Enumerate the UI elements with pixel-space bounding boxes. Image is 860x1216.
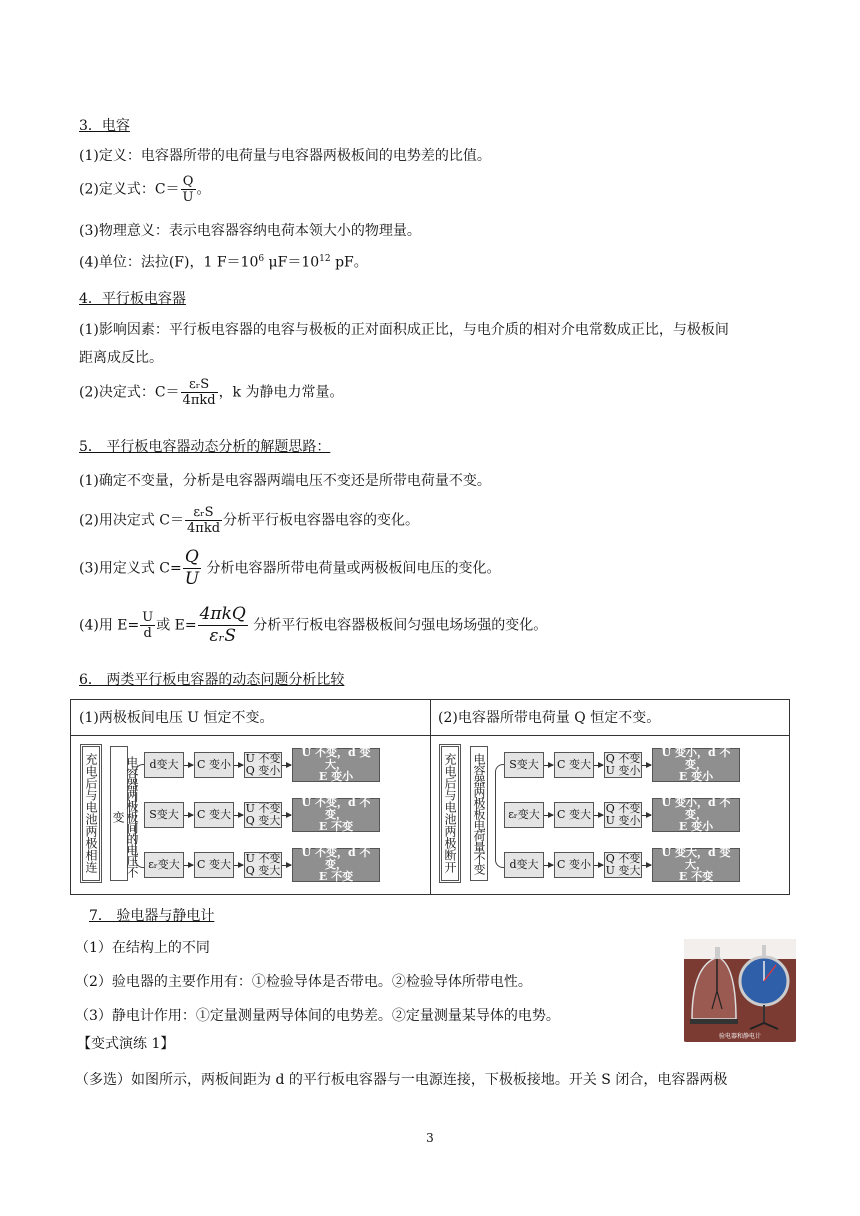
- label: 电容器两极板电荷量不变: [472, 753, 486, 874]
- quantity-box: [244, 802, 282, 828]
- text: (3)用定义式 C=: [79, 560, 182, 577]
- text: 分析平行板电容器电容的变化。: [223, 512, 420, 529]
- line: U 变小，d 不变，: [661, 796, 731, 821]
- cause-box: S变大: [144, 802, 184, 828]
- sec7-line3: （3）静电计作用：①定量测量两导体间的电势差。②定量测量某导体的电势。: [75, 1008, 560, 1024]
- sec7-line2: （2）验电器的主要作用有：①检验导体是否带电。②检验导体所带电性。: [75, 974, 532, 990]
- text: (2)用决定式 C＝: [79, 512, 184, 529]
- fraction: [181, 377, 218, 408]
- right-inner-condition: [470, 746, 488, 881]
- sec3-line2: [79, 174, 211, 205]
- cause-box: d变大: [144, 752, 184, 778]
- arrow-icon: [282, 765, 291, 766]
- line: U 不变: [245, 802, 281, 815]
- text: 分析平行板电容器极板间匀强电场场强的变化。: [248, 617, 548, 634]
- numerator: εᵣS: [185, 505, 222, 521]
- sec5-line1: (1)确定不变量，分析是电容器两端电压不变还是所带电荷量不变。: [79, 473, 491, 489]
- line: Q 变大: [245, 814, 281, 827]
- field-result-box: [292, 748, 380, 782]
- sec7-line1: （1）在结构上的不同: [75, 940, 210, 956]
- line: Q 变大: [245, 864, 281, 877]
- denominator: 4πkd: [182, 393, 216, 408]
- denominator: U: [182, 190, 194, 205]
- line: Q 不变: [605, 802, 641, 815]
- capacitance-box: C 变大: [194, 802, 234, 828]
- sec5-line4: [79, 604, 547, 647]
- label: 充电后与电池两极断开: [443, 753, 457, 873]
- right-outer-condition: [441, 746, 459, 881]
- arrow-icon: [184, 865, 193, 866]
- line: E 不变: [318, 870, 354, 883]
- denominator: d: [143, 626, 152, 641]
- capacitance-box: C 变大: [554, 802, 594, 828]
- denominator: εᵣS: [209, 626, 237, 646]
- line: U 变小，d 不变，: [661, 746, 731, 771]
- page-number: 3: [426, 1131, 434, 1145]
- cause-box: d变大: [504, 852, 544, 878]
- numerator: 4πkQ: [199, 604, 246, 624]
- line: U 不变: [245, 752, 281, 765]
- line: E 不变: [678, 870, 714, 883]
- line: E 变小: [318, 770, 354, 783]
- arrow-icon: [544, 815, 553, 816]
- line: E 变小: [678, 820, 714, 833]
- arrow-icon: [282, 865, 291, 866]
- quantity-box: [604, 752, 642, 778]
- left-outer-condition: [82, 746, 100, 881]
- sec3-line3: (3)物理意义：表示电容器容纳电荷本领大小的物理量。: [79, 223, 421, 239]
- quantity-box: [604, 852, 642, 878]
- text: 分析电容器所带电荷量或两极板间电压的变化。: [202, 560, 501, 577]
- text: (2)决定式：C＝: [79, 384, 180, 401]
- capacitance-box: C 变大: [194, 852, 234, 878]
- fraction: [198, 604, 248, 647]
- field-result-box: [292, 848, 380, 882]
- exercise-title: 【变式演练 1】: [77, 1036, 175, 1052]
- label: 充电后与电池两极相连: [84, 753, 98, 873]
- numerator: U: [142, 610, 154, 625]
- arrow-icon: [234, 815, 243, 816]
- right-brace: [495, 764, 504, 868]
- exercise-line1: （多选）如图所示，两板间距为 d 的平行板电容器与一电源连接，下极板接地。开关 S 闭合，电容器两极: [75, 1072, 728, 1088]
- fraction: [181, 174, 196, 205]
- arrow-icon: [184, 765, 193, 766]
- numerator: Q: [181, 174, 196, 190]
- cause-box: εᵣ变大: [504, 802, 544, 828]
- field-result-box: [292, 798, 380, 832]
- sec3-line4: [79, 250, 368, 272]
- line: U 不变，d 不变，: [301, 796, 371, 821]
- sec4-line1a: (1)影响因素：平行板电容器的电容与极板的正对面积成正比，与电介质的相对介电常数成正比，与极板间: [79, 322, 729, 338]
- table-header-left: (1)两极板间电压 U 恒定不变。: [71, 700, 430, 736]
- field-result-box: [652, 798, 740, 832]
- fraction: [185, 505, 222, 536]
- fraction: [140, 610, 155, 641]
- photo-caption: 验电器和静电计: [718, 1033, 762, 1040]
- capacitance-box: C 变小: [554, 852, 594, 878]
- arrow-icon: [642, 765, 651, 766]
- sec3-line1: (1)定义：电容器所带的电荷量与电容器两极板间的电势差的比值。: [79, 148, 491, 164]
- numerator: Q: [183, 547, 201, 569]
- sec4-line2: [79, 377, 344, 408]
- line: E 变小: [678, 770, 714, 783]
- arrow-icon: [544, 765, 553, 766]
- denominator: U: [184, 569, 200, 589]
- exponent: 6: [258, 254, 265, 264]
- field-result-box: [652, 748, 740, 782]
- line: Q 不变: [605, 752, 641, 765]
- label: 电容器两极板间的电压不变: [111, 756, 139, 877]
- arrow-icon: [234, 865, 243, 866]
- sec4-line1b: 距离成反比。: [79, 350, 163, 366]
- quantity-box: [244, 752, 282, 778]
- text: 。: [196, 181, 211, 198]
- line: U 变小: [605, 814, 641, 827]
- line: U 变大，d 变大，: [661, 846, 731, 871]
- denominator: 4πkd: [187, 521, 221, 536]
- text: ，k 为静电力常量。: [218, 384, 344, 401]
- table-divider: [430, 700, 431, 894]
- electroscope-illustration: [684, 939, 796, 1042]
- quantity-box: [244, 852, 282, 878]
- field-result-box: [652, 848, 740, 882]
- arrow-icon: [282, 815, 291, 816]
- section-3-title: 3．电容: [79, 118, 130, 134]
- line: U 不变，d 变大，: [301, 746, 371, 771]
- line: U 变大: [605, 864, 641, 877]
- table-header-right: (2)电容器所带电荷量 Q 恒定不变。: [430, 700, 789, 736]
- left-brace: [135, 764, 144, 868]
- line: U 不变: [245, 852, 281, 865]
- arrow-icon: [234, 765, 243, 766]
- text: pF。: [330, 254, 368, 271]
- text: (4)用 E=: [79, 617, 140, 634]
- arrow-icon: [642, 815, 651, 816]
- numerator: εᵣS: [181, 377, 218, 393]
- arrow-icon: [544, 865, 553, 866]
- line: Q 不变: [605, 852, 641, 865]
- text: (4)单位：法拉(F)，1 F＝10: [79, 254, 259, 271]
- cause-box: S变大: [504, 752, 544, 778]
- text: (2)定义式：C＝: [79, 181, 180, 198]
- arrow-icon: [594, 765, 603, 766]
- capacitance-box: C 变大: [554, 752, 594, 778]
- section-4-title: 4．平行板电容器: [79, 291, 186, 307]
- left-inner-condition: [110, 746, 139, 881]
- capacitance-box: C 变小: [194, 752, 234, 778]
- sec5-line2: [79, 505, 419, 536]
- line: U 不变，d 不变，: [301, 846, 371, 871]
- exponent: 12: [319, 254, 331, 264]
- electroscope-photo: [684, 939, 796, 1042]
- line: Q 变小: [245, 764, 281, 777]
- line: U 变小: [605, 764, 641, 777]
- text: 或 E=: [156, 617, 197, 634]
- line: E 不变: [318, 820, 354, 833]
- arrow-icon: [594, 865, 603, 866]
- text: μF＝10: [264, 254, 320, 271]
- arrow-icon: [184, 815, 193, 816]
- quantity-box: [604, 802, 642, 828]
- arrow-icon: [594, 815, 603, 816]
- arrow-icon: [642, 865, 651, 866]
- comparison-table: [70, 699, 790, 895]
- section-7-title: 7． 验电器与静电计: [89, 908, 215, 924]
- cause-box: εᵣ变大: [144, 852, 184, 878]
- section-5-title: 5． 平行板电容器动态分析的解题思路：: [79, 439, 331, 455]
- fraction: [183, 547, 201, 590]
- section-6-title: 6． 两类平行板电容器的动态问题分析比较: [79, 672, 345, 688]
- sec5-line3: [79, 547, 501, 590]
